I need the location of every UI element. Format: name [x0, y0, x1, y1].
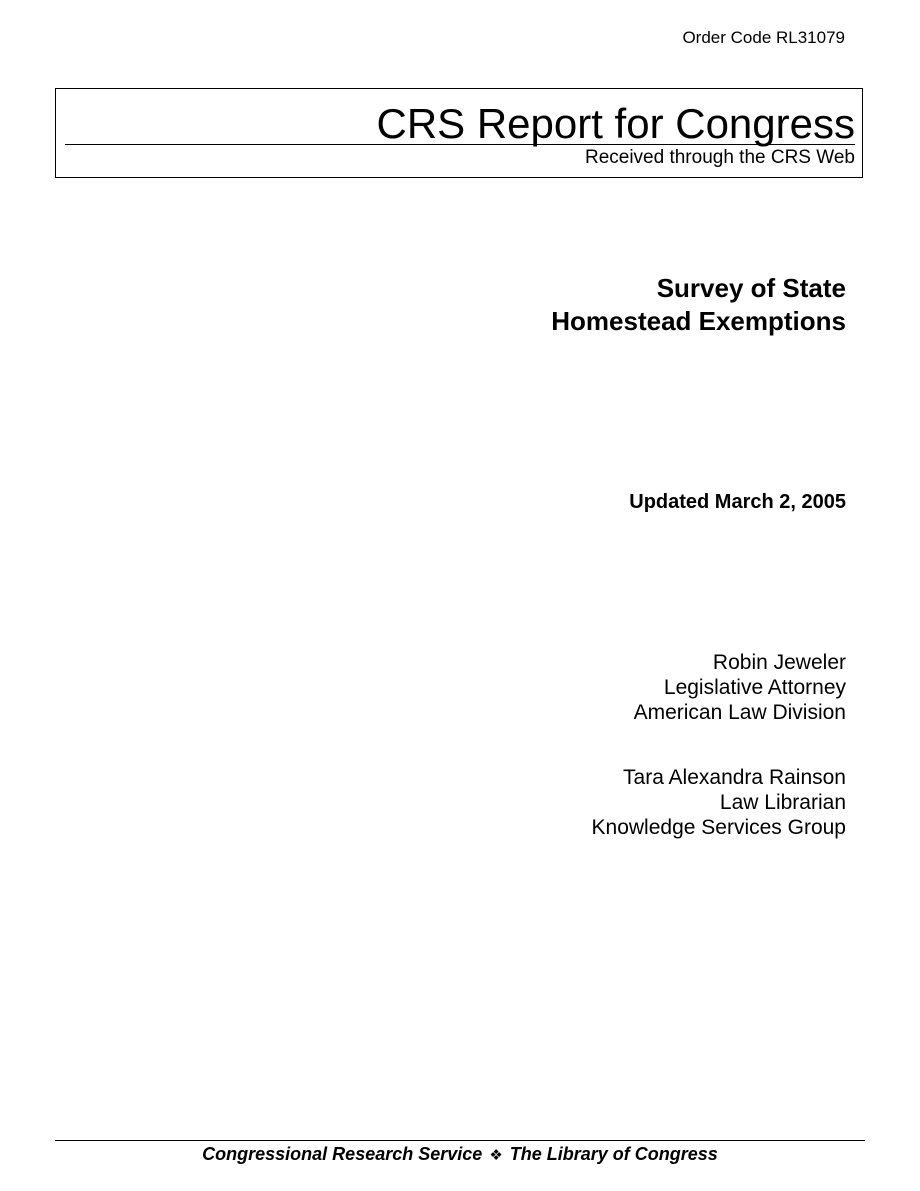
author-division: Knowledge Services Group: [591, 816, 846, 839]
report-header-box: [55, 88, 863, 178]
author-block-1: [446, 650, 846, 725]
author-title: Legislative Attorney: [663, 676, 846, 699]
report-title: [346, 272, 846, 338]
report-title-line-2: Homestead Exemptions: [551, 306, 846, 336]
report-series-subtitle: Received through the CRS Web: [584, 147, 855, 168]
author-name: Robin Jeweler: [712, 651, 846, 674]
report-series-title: CRS Report for Congress: [376, 100, 855, 147]
report-title-line-1: Survey of State: [656, 273, 846, 303]
diamond-ornament-icon: ❖: [489, 1146, 503, 1164]
author-title: Law Librarian: [719, 791, 846, 814]
footer: [55, 1143, 865, 1166]
author-division: American Law Division: [633, 701, 846, 724]
updated-date: Updated March 2, 2005: [629, 491, 846, 513]
header-divider: [65, 144, 855, 145]
footer-library: The Library of Congress: [509, 1144, 718, 1164]
author-name: Tara Alexandra Rainson: [623, 766, 846, 789]
footer-divider: [55, 1140, 865, 1141]
author-block-2: [446, 765, 846, 840]
order-code: Order Code RL31079: [682, 28, 845, 47]
footer-organization: Congressional Research Service: [202, 1144, 483, 1164]
